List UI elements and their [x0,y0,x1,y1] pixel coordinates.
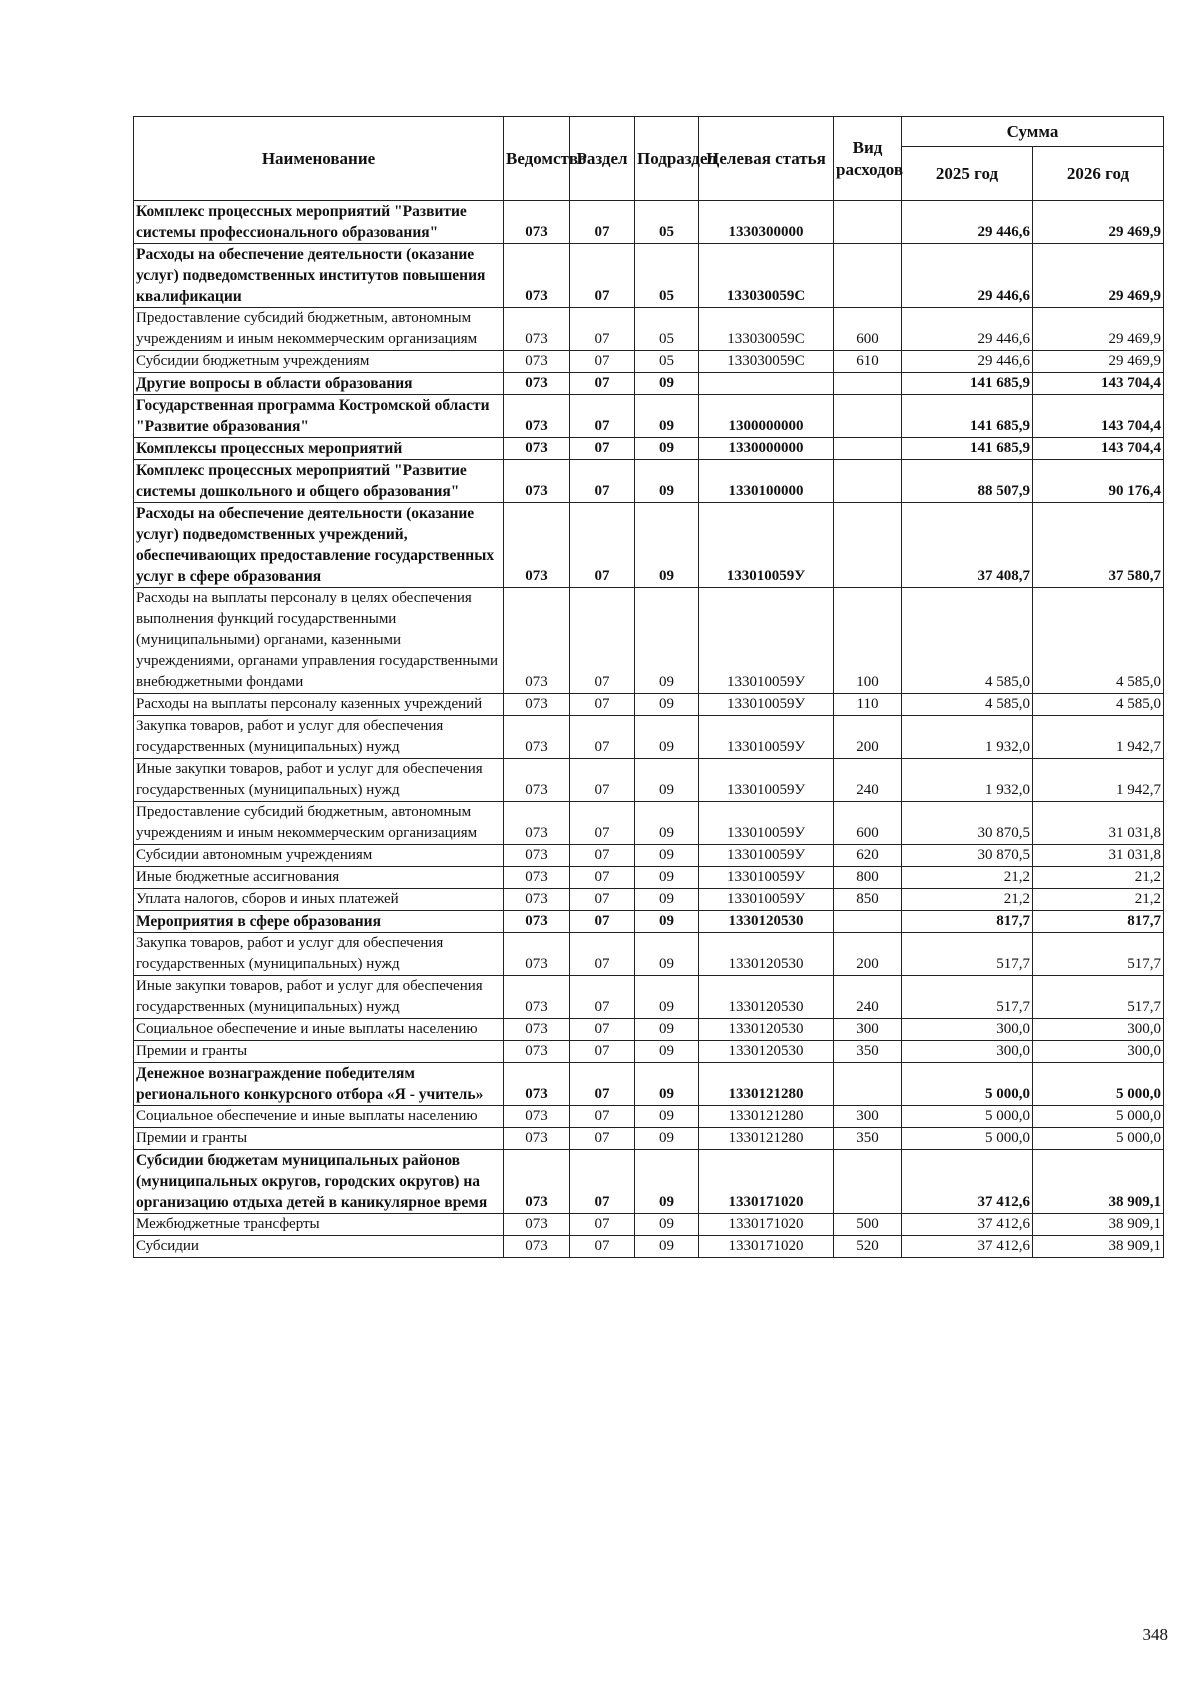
cell-dept: 073 [504,1214,570,1236]
table-row [134,802,1164,845]
cell-subsection: 09 [635,867,699,889]
cell-2025: 29 446,6 [902,201,1033,244]
cell-section: 07 [570,438,635,460]
cell-section: 07 [570,933,635,976]
cell-2026: 300,0 [1033,1019,1164,1041]
header-subsection: Подраздел [635,117,699,201]
cell-2025: 300,0 [902,1019,1033,1041]
table-row [134,759,1164,802]
cell-target: 133010059У [699,759,834,802]
cell-section: 07 [570,460,635,503]
table-row [134,244,1164,308]
cell-2026: 143 704,4 [1033,373,1164,395]
cell-2025: 5 000,0 [902,1063,1033,1106]
cell-section: 07 [570,1150,635,1214]
header-2026: 2026 год [1033,147,1164,201]
cell-2026: 21,2 [1033,867,1164,889]
cell-dept: 073 [504,867,570,889]
cell-2026: 517,7 [1033,933,1164,976]
cell-name: Социальное обеспечение и иные выплаты населению [134,1019,504,1041]
cell-section: 07 [570,1063,635,1106]
cell-2025: 517,7 [902,976,1033,1019]
cell-exptype: 350 [834,1041,902,1063]
cell-2026: 29 469,9 [1033,308,1164,351]
cell-exptype: 240 [834,976,902,1019]
cell-2025: 141 685,9 [902,438,1033,460]
cell-2025: 88 507,9 [902,460,1033,503]
cell-target: 133010059У [699,867,834,889]
cell-target: 133010059У [699,694,834,716]
cell-dept: 073 [504,201,570,244]
cell-dept: 073 [504,1150,570,1214]
cell-exptype: 350 [834,1128,902,1150]
cell-subsection: 09 [635,802,699,845]
table-row [134,889,1164,911]
table-row [134,867,1164,889]
cell-subsection: 09 [635,911,699,933]
cell-target: 133010059У [699,845,834,867]
cell-2025: 37 412,6 [902,1150,1033,1214]
cell-2026: 31 031,8 [1033,845,1164,867]
cell-dept: 073 [504,460,570,503]
cell-section: 07 [570,1236,635,1258]
cell-dept: 073 [504,976,570,1019]
cell-2026: 1 942,7 [1033,716,1164,759]
cell-name: Межбюджетные трансферты [134,1214,504,1236]
cell-exptype: 850 [834,889,902,911]
cell-subsection: 09 [635,976,699,1019]
cell-exptype [834,438,902,460]
cell-subsection: 05 [635,308,699,351]
cell-name: Предоставление субсидий бюджетным, автономным учреждениям и иным некоммерческим организациям [134,308,504,351]
cell-exptype: 600 [834,308,902,351]
cell-name: Расходы на обеспечение деятельности (оказание услуг) подведомственных институтов повышения квалификации [134,244,504,308]
cell-2026: 300,0 [1033,1041,1164,1063]
cell-dept: 073 [504,244,570,308]
cell-exptype: 600 [834,802,902,845]
cell-name: Субсидии автономным учреждениям [134,845,504,867]
cell-target: 133030059С [699,351,834,373]
cell-subsection: 05 [635,201,699,244]
table-row [134,201,1164,244]
cell-exptype: 620 [834,845,902,867]
cell-exptype: 610 [834,351,902,373]
table-row [134,976,1164,1019]
cell-subsection: 09 [635,373,699,395]
cell-subsection: 09 [635,503,699,588]
cell-name: Комплексы процессных мероприятий [134,438,504,460]
cell-exptype: 110 [834,694,902,716]
cell-name: Субсидии бюджетам муниципальных районов (муниципальных округов, городских округов) на организацию отдыха детей в каникулярное время [134,1150,504,1214]
cell-2026: 90 176,4 [1033,460,1164,503]
cell-2026: 517,7 [1033,976,1164,1019]
cell-dept: 073 [504,933,570,976]
table-row [134,716,1164,759]
cell-subsection: 09 [635,1214,699,1236]
cell-target: 1330300000 [699,201,834,244]
cell-target [699,373,834,395]
cell-exptype [834,460,902,503]
table-row [134,911,1164,933]
cell-dept: 073 [504,1236,570,1258]
cell-section: 07 [570,503,635,588]
cell-2025: 4 585,0 [902,588,1033,694]
cell-subsection: 09 [635,1106,699,1128]
cell-dept: 073 [504,1041,570,1063]
cell-2025: 37 412,6 [902,1214,1033,1236]
table-header [134,117,1164,201]
cell-subsection: 09 [635,759,699,802]
cell-subsection: 09 [635,1128,699,1150]
cell-exptype: 300 [834,1106,902,1128]
cell-name: Закупка товаров, работ и услуг для обеспечения государственных (муниципальных) нужд [134,933,504,976]
table-row [134,1106,1164,1128]
table-row [134,1150,1164,1214]
cell-exptype [834,911,902,933]
cell-2026: 1 942,7 [1033,759,1164,802]
cell-section: 07 [570,201,635,244]
cell-target: 1330171020 [699,1236,834,1258]
cell-subsection: 09 [635,845,699,867]
cell-2025: 817,7 [902,911,1033,933]
cell-exptype [834,244,902,308]
cell-section: 07 [570,889,635,911]
cell-target: 133030059С [699,308,834,351]
cell-target: 133010059У [699,588,834,694]
cell-subsection: 05 [635,244,699,308]
cell-exptype: 520 [834,1236,902,1258]
cell-name: Государственная программа Костромской области "Развитие образования" [134,395,504,438]
cell-2026: 37 580,7 [1033,503,1164,588]
cell-target: 133030059С [699,244,834,308]
cell-name: Премии и гранты [134,1128,504,1150]
cell-subsection: 09 [635,438,699,460]
cell-subsection: 09 [635,1236,699,1258]
cell-section: 07 [570,373,635,395]
cell-dept: 073 [504,889,570,911]
cell-dept: 073 [504,438,570,460]
cell-2026: 4 585,0 [1033,694,1164,716]
cell-exptype: 500 [834,1214,902,1236]
cell-exptype [834,503,902,588]
cell-target: 1300000000 [699,395,834,438]
cell-2025: 5 000,0 [902,1128,1033,1150]
header-2025: 2025 год [902,147,1033,201]
table-row [134,933,1164,976]
cell-subsection: 09 [635,933,699,976]
cell-subsection: 09 [635,1019,699,1041]
cell-2025: 141 685,9 [902,373,1033,395]
budget-table [133,116,1164,1258]
cell-dept: 073 [504,694,570,716]
cell-subsection: 09 [635,1150,699,1214]
cell-name: Иные закупки товаров, работ и услуг для обеспечения государственных (муниципальных) нужд [134,976,504,1019]
cell-2025: 300,0 [902,1041,1033,1063]
cell-2026: 817,7 [1033,911,1164,933]
cell-section: 07 [570,1041,635,1063]
table-row [134,588,1164,694]
cell-section: 07 [570,759,635,802]
cell-2025: 1 932,0 [902,759,1033,802]
table-row [134,395,1164,438]
header-dept: Ведомство [504,117,570,201]
cell-2025: 4 585,0 [902,694,1033,716]
cell-section: 07 [570,1106,635,1128]
cell-2025: 517,7 [902,933,1033,976]
cell-section: 07 [570,976,635,1019]
table-row [134,1041,1164,1063]
cell-name: Другие вопросы в области образования [134,373,504,395]
cell-dept: 073 [504,1063,570,1106]
table-row [134,1063,1164,1106]
cell-name: Мероприятия в сфере образования [134,911,504,933]
table-row [134,694,1164,716]
cell-subsection: 09 [635,460,699,503]
cell-exptype: 300 [834,1019,902,1041]
cell-dept: 073 [504,588,570,694]
cell-name: Социальное обеспечение и иные выплаты населению [134,1106,504,1128]
cell-name: Предоставление субсидий бюджетным, автономным учреждениям и иным некоммерческим организациям [134,802,504,845]
cell-dept: 073 [504,308,570,351]
cell-subsection: 09 [635,889,699,911]
cell-exptype: 800 [834,867,902,889]
cell-name: Уплата налогов, сборов и иных платежей [134,889,504,911]
cell-name: Иные бюджетные ассигнования [134,867,504,889]
cell-exptype: 200 [834,716,902,759]
cell-2026: 5 000,0 [1033,1106,1164,1128]
cell-2026: 29 469,9 [1033,244,1164,308]
cell-section: 07 [570,911,635,933]
cell-2025: 141 685,9 [902,395,1033,438]
cell-target: 1330171020 [699,1214,834,1236]
table-row [134,503,1164,588]
cell-name: Денежное вознаграждение победителям регионального конкурсного отбора «Я - учитель» [134,1063,504,1106]
cell-dept: 073 [504,373,570,395]
cell-exptype [834,1063,902,1106]
cell-exptype [834,201,902,244]
cell-section: 07 [570,1214,635,1236]
cell-target: 1330121280 [699,1106,834,1128]
cell-target: 1330121280 [699,1128,834,1150]
cell-target: 1330171020 [699,1150,834,1214]
cell-subsection: 09 [635,395,699,438]
cell-name: Субсидии [134,1236,504,1258]
cell-subsection: 05 [635,351,699,373]
table-row [134,351,1164,373]
header-exptype: Вид расходов [834,117,902,201]
cell-target: 133010059У [699,889,834,911]
header-target: Целевая статья [699,117,834,201]
cell-target: 1330121280 [699,1063,834,1106]
cell-section: 07 [570,845,635,867]
cell-target: 133010059У [699,802,834,845]
cell-2025: 1 932,0 [902,716,1033,759]
cell-target: 133010059У [699,503,834,588]
cell-dept: 073 [504,351,570,373]
cell-dept: 073 [504,1128,570,1150]
cell-2026: 143 704,4 [1033,395,1164,438]
table-row [134,1236,1164,1258]
cell-2026: 29 469,9 [1033,201,1164,244]
cell-section: 07 [570,244,635,308]
cell-dept: 073 [504,845,570,867]
header-name: Наименование [134,117,504,201]
table-row [134,1214,1164,1236]
cell-2026: 38 909,1 [1033,1150,1164,1214]
cell-2026: 5 000,0 [1033,1128,1164,1150]
cell-section: 07 [570,395,635,438]
cell-section: 07 [570,716,635,759]
table-row [134,1019,1164,1041]
cell-2025: 30 870,5 [902,802,1033,845]
header-section: Раздел [570,117,635,201]
cell-exptype [834,373,902,395]
cell-target: 1330000000 [699,438,834,460]
cell-dept: 073 [504,802,570,845]
cell-2026: 29 469,9 [1033,351,1164,373]
cell-section: 07 [570,588,635,694]
table-row [134,308,1164,351]
page-number: 348 [1142,1625,1168,1644]
cell-name: Расходы на обеспечение деятельности (оказание услуг) подведомственных учреждений, обеспечивающих предоставление государственных услуг в сфере образования [134,503,504,588]
cell-target: 1330120530 [699,911,834,933]
table-row [134,845,1164,867]
cell-subsection: 09 [635,1041,699,1063]
cell-name: Расходы на выплаты персоналу казенных учреждений [134,694,504,716]
cell-exptype: 100 [834,588,902,694]
cell-subsection: 09 [635,694,699,716]
cell-2026: 38 909,1 [1033,1214,1164,1236]
cell-name: Иные закупки товаров, работ и услуг для обеспечения государственных (муниципальных) нужд [134,759,504,802]
table-row [134,460,1164,503]
cell-2025: 30 870,5 [902,845,1033,867]
cell-2025: 29 446,6 [902,308,1033,351]
cell-name: Субсидии бюджетным учреждениям [134,351,504,373]
cell-dept: 073 [504,716,570,759]
cell-section: 07 [570,802,635,845]
cell-dept: 073 [504,503,570,588]
cell-2025: 29 446,6 [902,244,1033,308]
cell-section: 07 [570,1128,635,1150]
cell-exptype: 200 [834,933,902,976]
cell-section: 07 [570,1019,635,1041]
cell-name: Комплекс процессных мероприятий "Развитие системы дошкольного и общего образования" [134,460,504,503]
cell-subsection: 09 [635,1063,699,1106]
cell-name: Закупка товаров, работ и услуг для обеспечения государственных (муниципальных) нужд [134,716,504,759]
cell-2025: 37 408,7 [902,503,1033,588]
cell-target: 133010059У [699,716,834,759]
table-row [134,438,1164,460]
cell-dept: 073 [504,1019,570,1041]
cell-2025: 21,2 [902,889,1033,911]
cell-2026: 38 909,1 [1033,1236,1164,1258]
cell-name: Расходы на выплаты персоналу в целях обеспечения выполнения функций государственными (муниципальными) органами, казенными учреждениями, органами управления государственными внебюджетными фондами [134,588,504,694]
cell-name: Премии и гранты [134,1041,504,1063]
cell-2025: 37 412,6 [902,1236,1033,1258]
cell-2026: 31 031,8 [1033,802,1164,845]
cell-section: 07 [570,694,635,716]
header-sum: Сумма [902,117,1164,147]
cell-section: 07 [570,867,635,889]
cell-section: 07 [570,351,635,373]
cell-target: 1330120530 [699,1019,834,1041]
cell-2026: 4 585,0 [1033,588,1164,694]
cell-dept: 073 [504,759,570,802]
cell-2026: 5 000,0 [1033,1063,1164,1106]
cell-target: 1330120530 [699,976,834,1019]
cell-2026: 143 704,4 [1033,438,1164,460]
cell-subsection: 09 [635,588,699,694]
cell-name: Комплекс процессных мероприятий "Развитие системы профессионального образования" [134,201,504,244]
table-body [134,201,1164,1258]
cell-dept: 073 [504,911,570,933]
cell-2025: 29 446,6 [902,351,1033,373]
cell-exptype [834,395,902,438]
cell-2025: 5 000,0 [902,1106,1033,1128]
cell-target: 1330120530 [699,1041,834,1063]
cell-2025: 21,2 [902,867,1033,889]
table-row [134,373,1164,395]
cell-subsection: 09 [635,716,699,759]
cell-exptype: 240 [834,759,902,802]
cell-dept: 073 [504,1106,570,1128]
cell-2026: 21,2 [1033,889,1164,911]
table-row [134,1128,1164,1150]
cell-section: 07 [570,308,635,351]
cell-dept: 073 [504,395,570,438]
cell-exptype [834,1150,902,1214]
cell-target: 1330100000 [699,460,834,503]
cell-target: 1330120530 [699,933,834,976]
